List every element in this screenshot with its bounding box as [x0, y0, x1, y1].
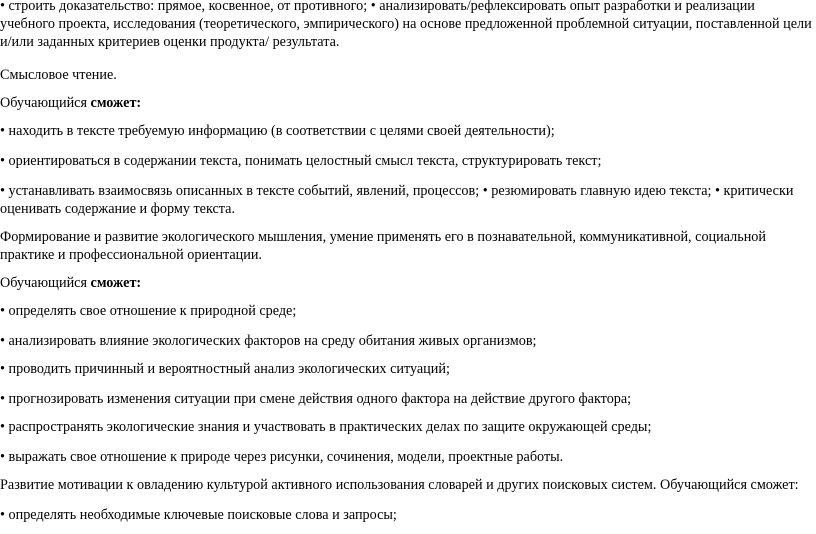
can-label-bold: сможет:: [90, 95, 142, 111]
list-item-establish-relations: • устанавливать взаимосвязь описанных в тексте событий, явлений, процессов; • резюмировать главную идею текста; • критически оценивать содержание и форму текста.: [0, 183, 794, 217]
list-item-spread-knowledge: • распространять экологические знания и участвовать в практических делах по защите окружающей среды;: [0, 419, 652, 435]
list-item-attitude-nature: • определять свое отношение к природной среде;: [0, 303, 297, 319]
heading-semantic-reading: Смысловое чтение.: [0, 67, 117, 83]
student-can-label: [0, 274, 812, 292]
paragraph-motivation-dictionaries: Развитие мотивации к овладению культурой активного использования словарей и других поисковых систем. Обучающийся сможет:: [0, 477, 799, 493]
list-item-orient-text: • ориентироваться в содержании текста, понимать целостный смысл текста, структурировать текст;: [0, 153, 602, 169]
list-item-causal-analysis: • проводить причинный и вероятностный анализ экологических ситуаций;: [0, 361, 450, 377]
paragraph-ecological-thinking: Формирование и развитие экологического мышления, умение применять его в познавательной, коммуникативной, социальной практике и профессиональной ориентации.: [0, 229, 766, 263]
list-item-analyze-factors: • анализировать влияние экологических факторов на среду обитания живых организмов;: [0, 333, 537, 349]
list-item-find-info: • находить в тексте требуемую информацию (в соответствии с целями своей деятельности);: [0, 123, 555, 139]
list-item-express-attitude: • выражать свое отношение к природе через рисунки, сочинения, модели, проектные работы.: [0, 449, 564, 465]
list-item-keywords: • определять необходимые ключевые поисковые слова и запросы;: [0, 507, 397, 523]
student-label: Обучающийся: [0, 275, 91, 291]
can-label-bold: сможет:: [90, 275, 142, 291]
student-can-label: [0, 94, 812, 112]
list-item-forecast-changes: • прогнозировать изменения ситуации при смене действия одного фактора на действие другого фактора;: [0, 391, 632, 407]
paragraph-proof-and-reflection: • строить доказательство: прямое, косвенное, от противного; • анализировать/рефлексировать опыт разработки и реализации учебного проекта, исследования (теоретического, эмпирического) на основе предложенной проблемной ситуации, поставленной цели и/или заданных критериев оценки продукта/ результата.: [0, 0, 812, 50]
student-label: Обучающийся: [0, 95, 91, 111]
